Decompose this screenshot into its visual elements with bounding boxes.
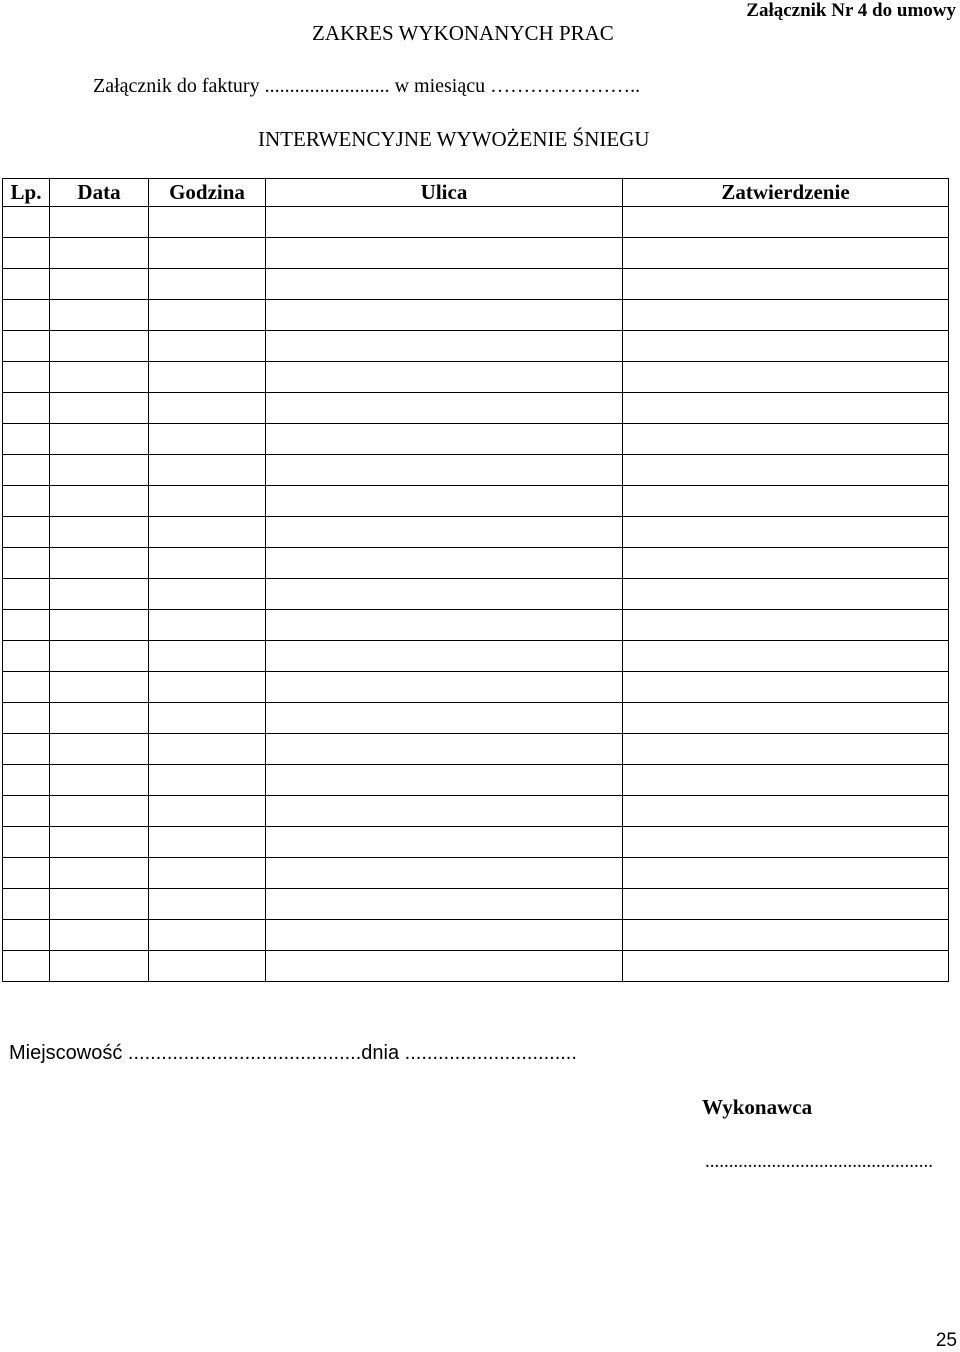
table-body bbox=[3, 207, 949, 982]
table-cell bbox=[266, 331, 623, 362]
table-cell bbox=[50, 827, 149, 858]
table-row bbox=[3, 610, 949, 641]
table-cell bbox=[50, 486, 149, 517]
table-cell bbox=[3, 362, 50, 393]
table-cell bbox=[266, 703, 623, 734]
table-cell bbox=[149, 858, 266, 889]
table-cell bbox=[3, 734, 50, 765]
table-cell bbox=[149, 579, 266, 610]
document-title: ZAKRES WYKONANYCH PRAC bbox=[312, 21, 614, 45]
table-row bbox=[3, 796, 949, 827]
table-cell bbox=[3, 455, 50, 486]
table-row bbox=[3, 734, 949, 765]
table-cell bbox=[149, 951, 266, 982]
table-cell bbox=[149, 703, 266, 734]
table-cell bbox=[623, 455, 949, 486]
table-cell bbox=[266, 238, 623, 269]
table-cell bbox=[266, 424, 623, 455]
table-cell bbox=[266, 889, 623, 920]
table-row bbox=[3, 362, 949, 393]
table-cell bbox=[623, 579, 949, 610]
table-cell bbox=[623, 920, 949, 951]
table-cell bbox=[623, 734, 949, 765]
table-row bbox=[3, 455, 949, 486]
table-cell bbox=[149, 548, 266, 579]
table-row bbox=[3, 331, 949, 362]
section-title: INTERWENCYJNE WYWOŻENIE ŚNIEGU bbox=[258, 127, 650, 151]
table-row bbox=[3, 300, 949, 331]
table-cell bbox=[50, 765, 149, 796]
table-cell bbox=[3, 424, 50, 455]
table-cell bbox=[266, 765, 623, 796]
table-row bbox=[3, 238, 949, 269]
table-cell bbox=[50, 207, 149, 238]
table-cell bbox=[623, 393, 949, 424]
table-cell bbox=[50, 331, 149, 362]
table-cell bbox=[3, 517, 50, 548]
table-cell bbox=[266, 796, 623, 827]
table-row bbox=[3, 858, 949, 889]
table-cell bbox=[149, 734, 266, 765]
table-cell bbox=[149, 920, 266, 951]
table-cell bbox=[623, 703, 949, 734]
table-cell bbox=[266, 610, 623, 641]
table-row bbox=[3, 672, 949, 703]
table-cell bbox=[266, 858, 623, 889]
table-cell bbox=[266, 517, 623, 548]
table-cell bbox=[149, 765, 266, 796]
table-cell bbox=[266, 362, 623, 393]
contractor-label: Wykonawca bbox=[702, 1095, 813, 1119]
table-cell bbox=[266, 734, 623, 765]
table-cell bbox=[623, 672, 949, 703]
table-cell bbox=[3, 238, 50, 269]
table-cell bbox=[623, 517, 949, 548]
table-cell bbox=[3, 827, 50, 858]
table-cell bbox=[50, 703, 149, 734]
table-cell bbox=[149, 517, 266, 548]
table-cell bbox=[3, 486, 50, 517]
table-cell bbox=[149, 331, 266, 362]
table-cell bbox=[3, 765, 50, 796]
table-cell bbox=[50, 362, 149, 393]
table-row bbox=[3, 889, 949, 920]
table-cell bbox=[266, 641, 623, 672]
table-cell bbox=[50, 269, 149, 300]
table-row bbox=[3, 920, 949, 951]
table-cell bbox=[149, 796, 266, 827]
table-row bbox=[3, 641, 949, 672]
table-cell bbox=[149, 827, 266, 858]
table-cell bbox=[3, 796, 50, 827]
table-cell bbox=[623, 548, 949, 579]
table-cell bbox=[50, 610, 149, 641]
table-cell bbox=[50, 672, 149, 703]
table-cell bbox=[3, 548, 50, 579]
table-cell bbox=[149, 393, 266, 424]
table-cell bbox=[3, 672, 50, 703]
table-cell bbox=[149, 889, 266, 920]
table-cell bbox=[149, 486, 266, 517]
table-cell bbox=[50, 424, 149, 455]
table-row bbox=[3, 424, 949, 455]
table-cell bbox=[3, 920, 50, 951]
table-row bbox=[3, 765, 949, 796]
table-cell bbox=[149, 455, 266, 486]
attachment-note: Załącznik Nr 4 do umowy bbox=[746, 0, 956, 21]
table-cell bbox=[149, 672, 266, 703]
place-date-line: Miejscowość ..........................................dnia ............................... bbox=[9, 1042, 577, 1064]
table-cell bbox=[3, 269, 50, 300]
table-cell bbox=[623, 238, 949, 269]
table-cell bbox=[3, 579, 50, 610]
table-cell bbox=[149, 207, 266, 238]
table-cell bbox=[623, 300, 949, 331]
table-cell bbox=[50, 517, 149, 548]
table-cell bbox=[149, 362, 266, 393]
table-cell bbox=[3, 858, 50, 889]
table-cell bbox=[149, 238, 266, 269]
table-row bbox=[3, 579, 949, 610]
table-cell bbox=[3, 641, 50, 672]
table-cell bbox=[623, 765, 949, 796]
table-cell bbox=[266, 827, 623, 858]
table-cell bbox=[3, 951, 50, 982]
table-cell bbox=[623, 858, 949, 889]
table-cell bbox=[266, 455, 623, 486]
table-row bbox=[3, 517, 949, 548]
table-cell bbox=[3, 889, 50, 920]
table-cell bbox=[149, 641, 266, 672]
page-number: 25 bbox=[935, 1330, 957, 1351]
table-cell bbox=[50, 238, 149, 269]
table-cell bbox=[50, 455, 149, 486]
table-cell bbox=[3, 207, 50, 238]
table-cell bbox=[50, 951, 149, 982]
table-cell bbox=[266, 486, 623, 517]
table-cell bbox=[50, 641, 149, 672]
table-row bbox=[3, 827, 949, 858]
table-cell bbox=[623, 269, 949, 300]
table-cell bbox=[623, 486, 949, 517]
table-cell bbox=[623, 424, 949, 455]
table-cell bbox=[266, 579, 623, 610]
table-cell bbox=[623, 331, 949, 362]
table-row bbox=[3, 951, 949, 982]
invoice-reference-line: Załącznik do faktury ......................... w miesiącu ………………….. bbox=[93, 75, 641, 97]
table-header-row bbox=[3, 179, 949, 207]
table-row bbox=[3, 393, 949, 424]
table-cell bbox=[623, 889, 949, 920]
table-cell bbox=[50, 858, 149, 889]
work-log-table bbox=[2, 178, 949, 982]
table-cell bbox=[50, 579, 149, 610]
table-cell bbox=[266, 207, 623, 238]
table-cell bbox=[50, 889, 149, 920]
table-cell bbox=[623, 951, 949, 982]
column-header-zatwierdzenie: Zatwierdzenie bbox=[623, 179, 949, 207]
table-cell bbox=[149, 300, 266, 331]
table-cell bbox=[3, 331, 50, 362]
column-header-data: Data bbox=[50, 179, 149, 207]
table-row bbox=[3, 207, 949, 238]
contractor-signature-line: ................................................ bbox=[705, 1151, 933, 1172]
table-cell bbox=[266, 951, 623, 982]
table-cell bbox=[623, 207, 949, 238]
table-cell bbox=[149, 269, 266, 300]
table-cell bbox=[623, 827, 949, 858]
table-row bbox=[3, 548, 949, 579]
table-cell bbox=[50, 734, 149, 765]
table-cell bbox=[623, 362, 949, 393]
table-cell bbox=[623, 610, 949, 641]
table-cell bbox=[149, 424, 266, 455]
table-cell bbox=[50, 300, 149, 331]
table-row bbox=[3, 269, 949, 300]
table-cell bbox=[623, 641, 949, 672]
column-header-ulica: Ulica bbox=[266, 179, 623, 207]
column-header-godzina: Godzina bbox=[149, 179, 266, 207]
table-cell bbox=[3, 300, 50, 331]
table-row bbox=[3, 703, 949, 734]
table-cell bbox=[266, 548, 623, 579]
table-row bbox=[3, 486, 949, 517]
table-cell bbox=[50, 796, 149, 827]
column-header-lp: Lp. bbox=[3, 179, 50, 207]
table-cell bbox=[266, 269, 623, 300]
table-cell bbox=[623, 796, 949, 827]
table-cell bbox=[266, 393, 623, 424]
table-cell bbox=[149, 610, 266, 641]
table-cell bbox=[266, 300, 623, 331]
table-cell bbox=[266, 920, 623, 951]
table-cell bbox=[50, 548, 149, 579]
table-cell bbox=[50, 393, 149, 424]
table-cell bbox=[3, 610, 50, 641]
table-cell bbox=[3, 703, 50, 734]
table-cell bbox=[3, 393, 50, 424]
table-cell bbox=[266, 672, 623, 703]
table-cell bbox=[50, 920, 149, 951]
